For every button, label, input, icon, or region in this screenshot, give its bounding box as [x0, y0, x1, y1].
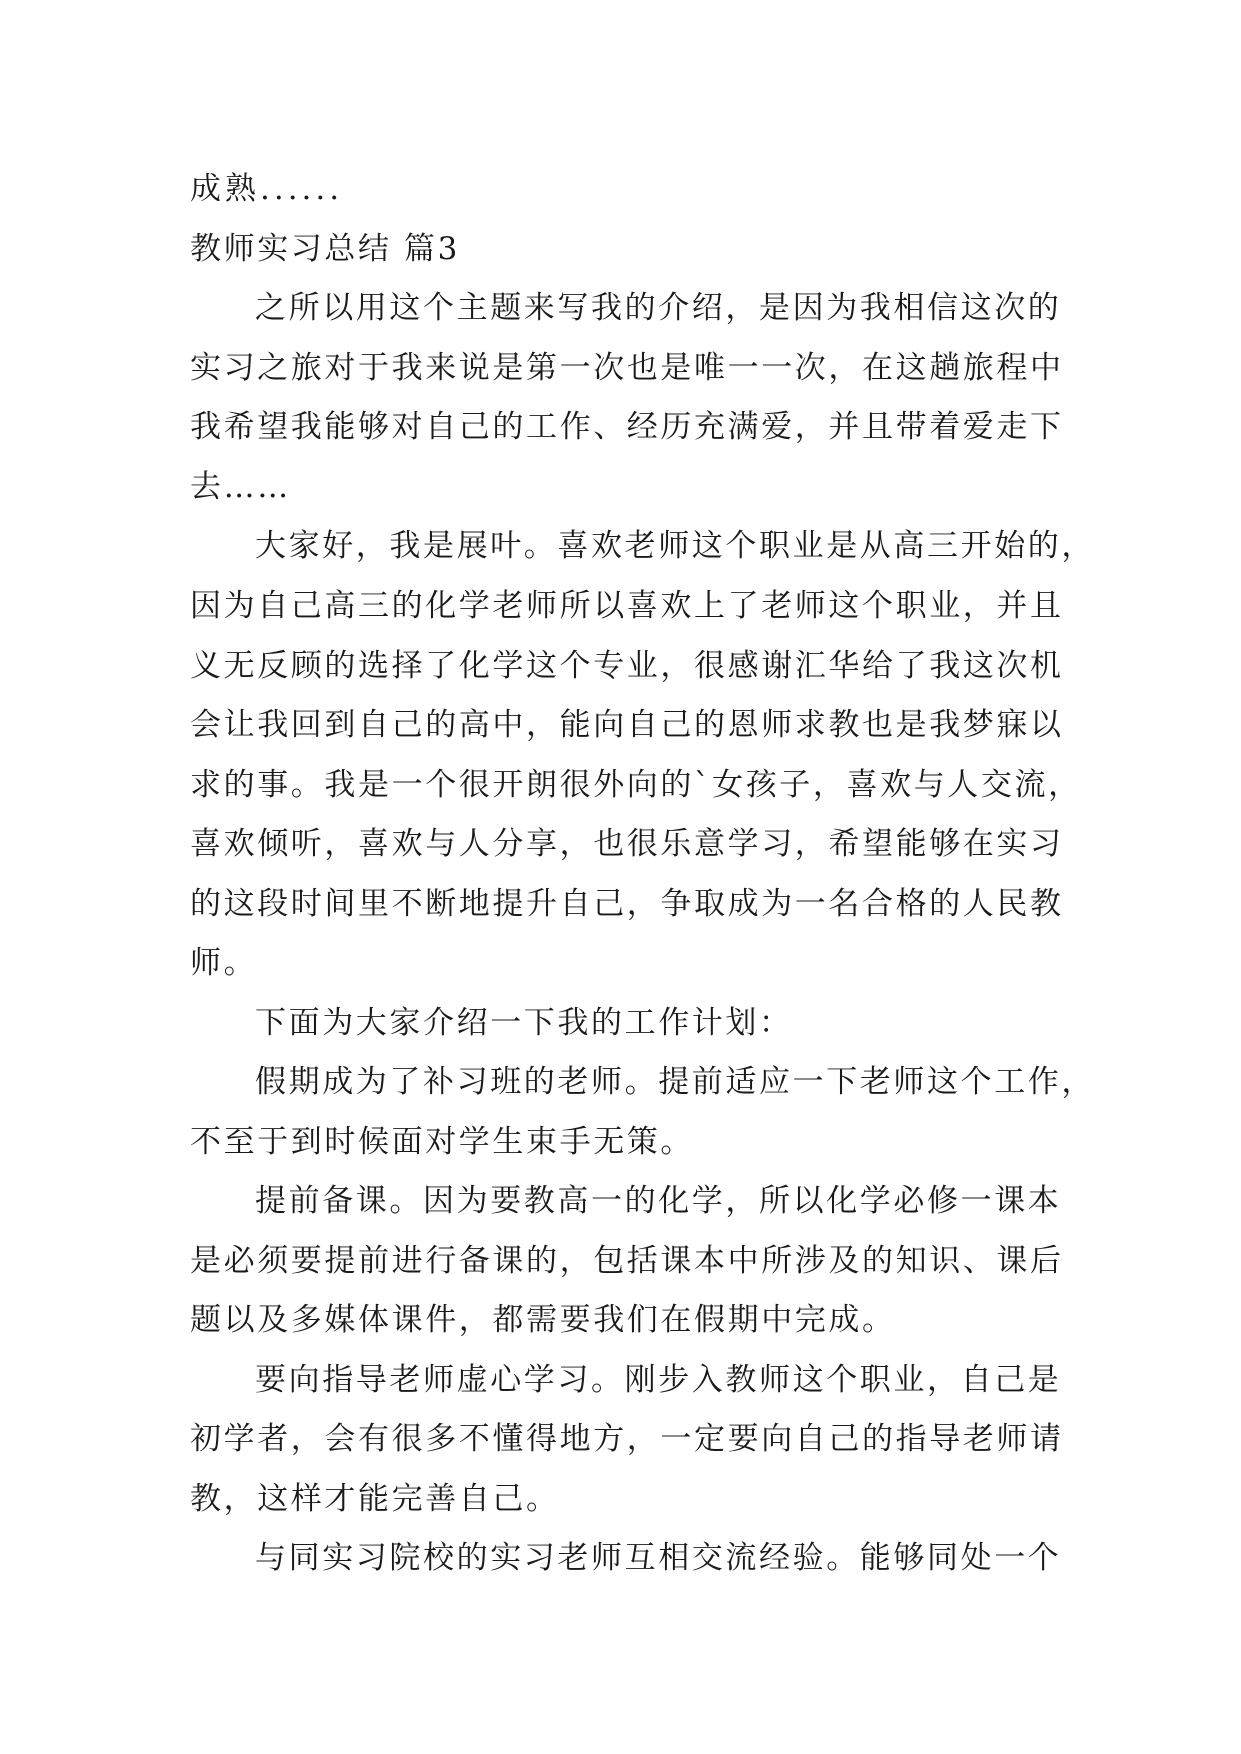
- section-heading: 教师实习总结 篇3: [190, 231, 460, 267]
- text-line: 要向指导老师虚心学习。刚步入教师这个职业，自己是: [255, 1362, 1062, 1398]
- text-line: 我希望我能够对自己的工作、经历充满爱，并且带着爱走下: [190, 409, 1064, 445]
- text-line: 提前备课。因为要教高一的化学，所以化学必修一课本: [255, 1183, 1062, 1219]
- text-line: 师。: [190, 945, 258, 981]
- text-line: 假期成为了补习班的老师。提前适应一下老师这个工作，: [255, 1064, 1095, 1100]
- text-line: 大家好，我是展叶。喜欢老师这个职业是从高三开始的，: [255, 528, 1095, 564]
- text-line: 成熟......: [190, 171, 344, 207]
- text-line: 题以及多媒体课件，都需要我们在假期中完成。: [190, 1302, 896, 1338]
- text-line: 下面为大家介绍一下我的工作计划：: [255, 1005, 793, 1041]
- text-line: 义无反顾的选择了化学这个专业，很感谢汇华给了我这次机: [190, 648, 1064, 684]
- text-line: 的这段时间里不断地提升自己，争取成为一名合格的人民教: [190, 886, 1064, 922]
- text-line: 求的事。我是一个很开朗很外向的`女孩子，喜欢与人交流，: [190, 767, 1082, 803]
- text-line: 因为自己高三的化学老师所以喜欢上了老师这个职业，并且: [190, 588, 1064, 624]
- text-line: 去……: [190, 469, 291, 505]
- text-line: 之所以用这个主题来写我的介绍，是因为我相信这次的: [255, 290, 1062, 326]
- text-line: 不至于到时候面对学生束手无策。: [190, 1124, 694, 1160]
- text-line: 会让我回到自己的高中，能向自己的恩师求教也是我梦寐以: [190, 707, 1064, 743]
- text-line: 教，这样才能完善自己。: [190, 1481, 560, 1517]
- text-line: 喜欢倾听，喜欢与人分享，也很乐意学习，希望能够在实习: [190, 826, 1064, 862]
- text-line: 是必须要提前进行备课的，包括课本中所涉及的知识、课后: [190, 1243, 1064, 1279]
- text-line: 与同实习院校的实习老师互相交流经验。能够同处一个: [255, 1540, 1062, 1576]
- text-line: 实习之旅对于我来说是第一次也是唯一一次，在这趟旅程中: [190, 350, 1064, 386]
- text-line: 初学者，会有很多不懂得地方，一定要向自己的指导老师请: [190, 1421, 1064, 1457]
